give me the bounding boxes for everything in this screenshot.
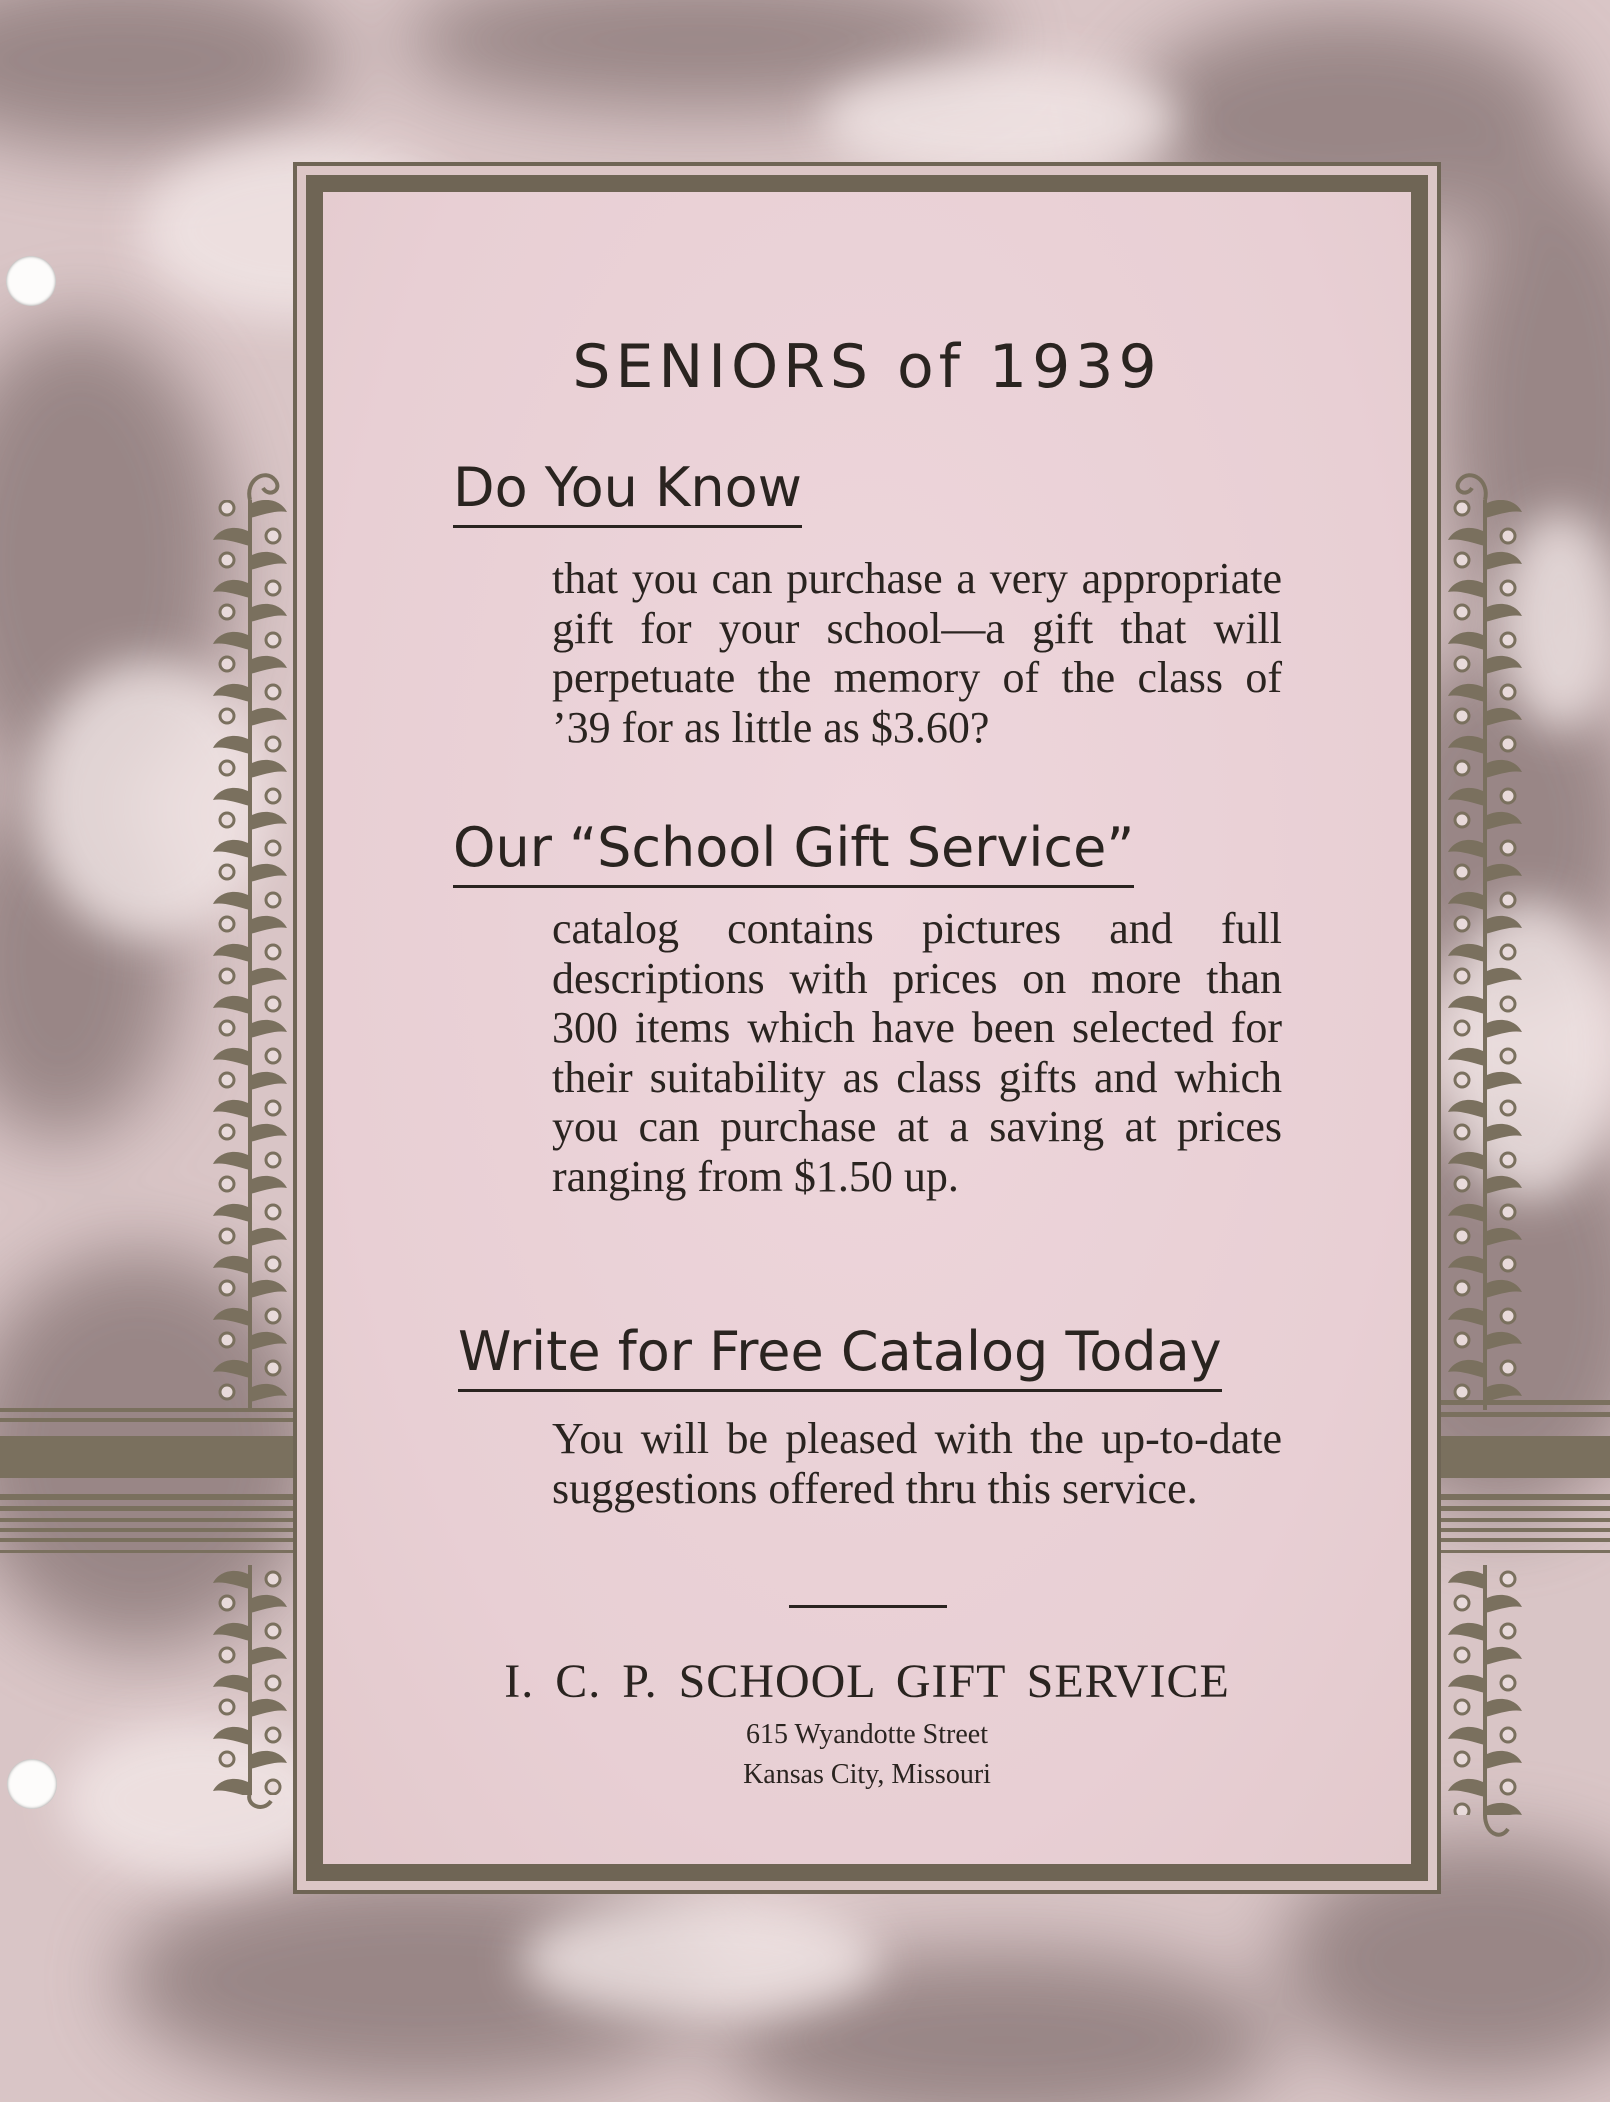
leaf-vine-ornament xyxy=(205,1565,295,1810)
page-heading: SENIORS of 1939 xyxy=(572,332,1162,402)
section-title-do-you-know: Do You Know xyxy=(453,458,802,528)
address-city: Kansas City, Missouri xyxy=(743,1759,991,1790)
ad-panel xyxy=(323,192,1411,1864)
section-title-write-for-catalog: Write for Free Catalog Today xyxy=(458,1322,1222,1392)
leaf-vine-ornament xyxy=(1440,1565,1530,1845)
punch-hole xyxy=(6,256,56,306)
divider-rule xyxy=(789,1605,947,1608)
punch-hole xyxy=(7,1759,57,1809)
section-body-write-for-catalog: You will be pleased with the up-to-date suggestions offered thru this service. xyxy=(552,1414,1282,1513)
leaf-vine-ornament xyxy=(1440,470,1530,1410)
company-name: I. C. P. SCHOOL GIFT SERVICE xyxy=(504,1655,1230,1708)
section-title-school-gift-service: Our “School Gift Service” xyxy=(453,818,1134,888)
leaf-vine-ornament xyxy=(205,470,295,1410)
address-street: 615 Wyandotte Street xyxy=(746,1719,988,1750)
section-body-school-gift-service: catalog contains pictures and full descriptions with prices on more than 300 items which have been selected for their suitability as class gifts and which you can purchase at a saving at prices ranging from $1.50 up. xyxy=(552,904,1282,1201)
section-body-do-you-know: that you can purchase a very appropriate gift for your school—a gift that will perpetuate the memory of the class of ’39 for as little as $3.60? xyxy=(552,554,1282,752)
